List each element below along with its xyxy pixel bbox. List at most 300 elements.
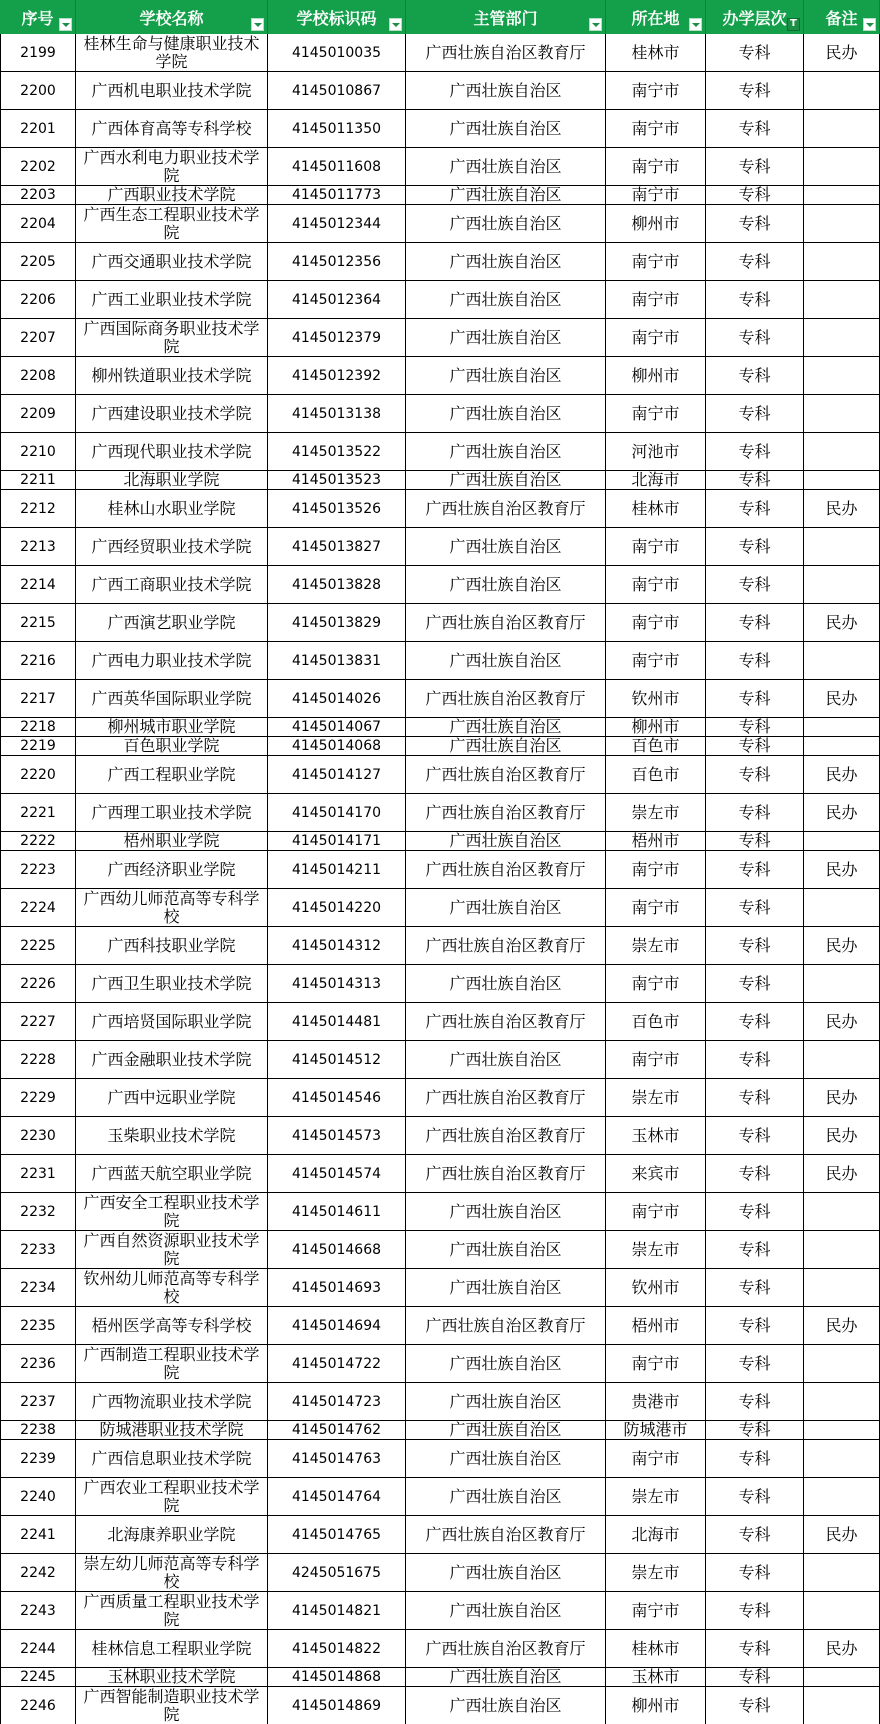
cell-no[interactable]: 2234 <box>0 1269 76 1307</box>
cell-city[interactable]: 柳州市 <box>606 1687 706 1724</box>
cell-city[interactable]: 南宁市 <box>606 186 706 205</box>
cell-dept[interactable]: 广西壮族自治区教育厅 <box>406 794 606 832</box>
cell-dept[interactable]: 广西壮族自治区 <box>406 1440 606 1478</box>
cell-city[interactable]: 桂林市 <box>606 490 706 528</box>
cell-note[interactable] <box>804 1687 880 1724</box>
cell-code[interactable]: 4145014762 <box>268 1421 406 1440</box>
cell-level[interactable]: 专科 <box>706 357 804 395</box>
cell-city[interactable]: 北海市 <box>606 1516 706 1554</box>
cell-level[interactable]: 专科 <box>706 832 804 851</box>
cell-name[interactable]: 广西经贸职业技术学院 <box>76 528 268 566</box>
cell-code[interactable]: 4145014067 <box>268 718 406 737</box>
cell-note[interactable] <box>804 1193 880 1231</box>
cell-name[interactable]: 桂林信息工程职业学院 <box>76 1630 268 1668</box>
cell-code[interactable]: 4145014611 <box>268 1193 406 1231</box>
cell-no[interactable]: 2215 <box>0 604 76 642</box>
cell-no[interactable]: 2230 <box>0 1117 76 1155</box>
cell-name[interactable]: 广西农业工程职业技术学院 <box>76 1478 268 1516</box>
cell-name[interactable]: 广西国际商务职业技术学院 <box>76 319 268 357</box>
cell-dept[interactable]: 广西壮族自治区 <box>406 832 606 851</box>
cell-note[interactable] <box>804 1269 880 1307</box>
cell-note[interactable]: 民办 <box>804 490 880 528</box>
cell-no[interactable]: 2240 <box>0 1478 76 1516</box>
cell-note[interactable] <box>804 1554 880 1592</box>
cell-note[interactable] <box>804 1421 880 1440</box>
cell-note[interactable] <box>804 243 880 281</box>
cell-code[interactable]: 4145013827 <box>268 528 406 566</box>
cell-name[interactable]: 广西金融职业技术学院 <box>76 1041 268 1079</box>
cell-dept[interactable]: 广西壮族自治区 <box>406 1478 606 1516</box>
cell-code[interactable]: 4145014763 <box>268 1440 406 1478</box>
cell-city[interactable]: 柳州市 <box>606 357 706 395</box>
cell-no[interactable]: 2199 <box>0 34 76 72</box>
cell-no[interactable]: 2245 <box>0 1668 76 1687</box>
cell-level[interactable]: 专科 <box>706 1592 804 1630</box>
cell-no[interactable]: 2242 <box>0 1554 76 1592</box>
cell-dept[interactable]: 广西壮族自治区 <box>406 566 606 604</box>
cell-level[interactable]: 专科 <box>706 281 804 319</box>
cell-level[interactable]: 专科 <box>706 1193 804 1231</box>
cell-code[interactable]: 4145012344 <box>268 205 406 243</box>
cell-code[interactable]: 4145012379 <box>268 319 406 357</box>
cell-level[interactable]: 专科 <box>706 965 804 1003</box>
cell-level[interactable]: 专科 <box>706 1003 804 1041</box>
cell-note[interactable]: 民办 <box>804 604 880 642</box>
cell-code[interactable]: 4145014313 <box>268 965 406 1003</box>
cell-city[interactable]: 梧州市 <box>606 832 706 851</box>
column-header-no[interactable] <box>0 0 76 34</box>
cell-no[interactable]: 2228 <box>0 1041 76 1079</box>
cell-code[interactable]: 4145012364 <box>268 281 406 319</box>
cell-note[interactable] <box>804 832 880 851</box>
cell-name[interactable]: 广西职业技术学院 <box>76 186 268 205</box>
cell-name[interactable]: 广西工业职业技术学院 <box>76 281 268 319</box>
cell-dept[interactable]: 广西壮族自治区教育厅 <box>406 1516 606 1554</box>
column-header-dept[interactable] <box>406 0 606 34</box>
cell-no[interactable]: 2239 <box>0 1440 76 1478</box>
cell-code[interactable]: 4145014026 <box>268 680 406 718</box>
cell-note[interactable] <box>804 186 880 205</box>
cell-dept[interactable]: 广西壮族自治区 <box>406 1554 606 1592</box>
cell-city[interactable]: 钦州市 <box>606 680 706 718</box>
cell-note[interactable]: 民办 <box>804 34 880 72</box>
cell-name[interactable]: 广西幼儿师范高等专科学校 <box>76 889 268 927</box>
cell-note[interactable]: 民办 <box>804 1307 880 1345</box>
cell-dept[interactable]: 广西壮族自治区 <box>406 148 606 186</box>
cell-name[interactable]: 广西自然资源职业技术学院 <box>76 1231 268 1269</box>
cell-level[interactable]: 专科 <box>706 889 804 927</box>
cell-name[interactable]: 广西安全工程职业技术学院 <box>76 1193 268 1231</box>
cell-level[interactable]: 专科 <box>706 1079 804 1117</box>
cell-code[interactable]: 4145014764 <box>268 1478 406 1516</box>
cell-dept[interactable]: 广西壮族自治区 <box>406 243 606 281</box>
cell-level[interactable]: 专科 <box>706 1554 804 1592</box>
cell-level[interactable]: 专科 <box>706 319 804 357</box>
cell-note[interactable] <box>804 1231 880 1269</box>
cell-no[interactable]: 2222 <box>0 832 76 851</box>
cell-city[interactable]: 玉林市 <box>606 1668 706 1687</box>
cell-level[interactable]: 专科 <box>706 72 804 110</box>
cell-no[interactable]: 2231 <box>0 1155 76 1193</box>
cell-no[interactable]: 2233 <box>0 1231 76 1269</box>
cell-code[interactable]: 4145013829 <box>268 604 406 642</box>
cell-city[interactable]: 南宁市 <box>606 1440 706 1478</box>
filter-dropdown-icon[interactable] <box>59 18 72 31</box>
cell-no[interactable]: 2207 <box>0 319 76 357</box>
cell-no[interactable]: 2212 <box>0 490 76 528</box>
cell-name[interactable]: 玉柴职业技术学院 <box>76 1117 268 1155</box>
cell-city[interactable]: 南宁市 <box>606 566 706 604</box>
cell-name[interactable]: 广西建设职业技术学院 <box>76 395 268 433</box>
cell-dept[interactable]: 广西壮族自治区教育厅 <box>406 1630 606 1668</box>
cell-code[interactable]: 4145013831 <box>268 642 406 680</box>
cell-code[interactable]: 4145012356 <box>268 243 406 281</box>
cell-dept[interactable]: 广西壮族自治区教育厅 <box>406 851 606 889</box>
cell-name[interactable]: 广西工程职业学院 <box>76 756 268 794</box>
cell-city[interactable]: 南宁市 <box>606 889 706 927</box>
cell-code[interactable]: 4145011608 <box>268 148 406 186</box>
cell-dept[interactable]: 广西壮族自治区 <box>406 718 606 737</box>
cell-name[interactable]: 防城港职业技术学院 <box>76 1421 268 1440</box>
cell-name[interactable]: 广西现代职业技术学院 <box>76 433 268 471</box>
cell-note[interactable] <box>804 281 880 319</box>
cell-name[interactable]: 广西交通职业技术学院 <box>76 243 268 281</box>
cell-level[interactable]: 专科 <box>706 1231 804 1269</box>
cell-no[interactable]: 2208 <box>0 357 76 395</box>
cell-name[interactable]: 广西蓝天航空职业学院 <box>76 1155 268 1193</box>
cell-level[interactable]: 专科 <box>706 528 804 566</box>
cell-code[interactable]: 4145014211 <box>268 851 406 889</box>
cell-city[interactable]: 崇左市 <box>606 794 706 832</box>
cell-no[interactable]: 2200 <box>0 72 76 110</box>
cell-city[interactable]: 南宁市 <box>606 319 706 357</box>
cell-city[interactable]: 南宁市 <box>606 110 706 148</box>
cell-no[interactable]: 2219 <box>0 737 76 756</box>
cell-note[interactable] <box>804 110 880 148</box>
cell-no[interactable]: 2221 <box>0 794 76 832</box>
cell-name[interactable]: 梧州医学高等专科学校 <box>76 1307 268 1345</box>
filter-dropdown-icon[interactable] <box>251 18 264 31</box>
cell-city[interactable]: 南宁市 <box>606 281 706 319</box>
cell-dept[interactable]: 广西壮族自治区 <box>406 889 606 927</box>
cell-code[interactable]: 4145011773 <box>268 186 406 205</box>
cell-level[interactable]: 专科 <box>706 1668 804 1687</box>
cell-no[interactable]: 2201 <box>0 110 76 148</box>
column-header-level[interactable] <box>706 0 804 34</box>
cell-code[interactable]: 4145014512 <box>268 1041 406 1079</box>
cell-no[interactable]: 2223 <box>0 851 76 889</box>
cell-note[interactable] <box>804 1668 880 1687</box>
cell-name[interactable]: 广西经济职业学院 <box>76 851 268 889</box>
cell-dept[interactable]: 广西壮族自治区 <box>406 72 606 110</box>
cell-dept[interactable]: 广西壮族自治区教育厅 <box>406 680 606 718</box>
cell-city[interactable]: 来宾市 <box>606 1155 706 1193</box>
cell-no[interactable]: 2243 <box>0 1592 76 1630</box>
cell-code[interactable]: 4145014573 <box>268 1117 406 1155</box>
cell-level[interactable]: 专科 <box>706 756 804 794</box>
cell-city[interactable]: 贵港市 <box>606 1383 706 1421</box>
cell-note[interactable] <box>804 889 880 927</box>
cell-city[interactable]: 崇左市 <box>606 1079 706 1117</box>
cell-name[interactable]: 广西体育高等专科学校 <box>76 110 268 148</box>
cell-note[interactable] <box>804 642 880 680</box>
cell-no[interactable]: 2224 <box>0 889 76 927</box>
cell-dept[interactable]: 广西壮族自治区 <box>406 1269 606 1307</box>
cell-name[interactable]: 广西水利电力职业技术学院 <box>76 148 268 186</box>
cell-no[interactable]: 2218 <box>0 718 76 737</box>
cell-code[interactable]: 4145014868 <box>268 1668 406 1687</box>
cell-no[interactable]: 2205 <box>0 243 76 281</box>
cell-dept[interactable]: 广西壮族自治区教育厅 <box>406 1079 606 1117</box>
column-header-city[interactable] <box>606 0 706 34</box>
cell-city[interactable]: 梧州市 <box>606 1307 706 1345</box>
cell-note[interactable]: 民办 <box>804 851 880 889</box>
cell-level[interactable]: 专科 <box>706 1440 804 1478</box>
cell-code[interactable]: 4145013522 <box>268 433 406 471</box>
cell-no[interactable]: 2220 <box>0 756 76 794</box>
cell-dept[interactable]: 广西壮族自治区 <box>406 528 606 566</box>
cell-dept[interactable]: 广西壮族自治区 <box>406 1687 606 1724</box>
cell-no[interactable]: 2236 <box>0 1345 76 1383</box>
cell-note[interactable] <box>804 1383 880 1421</box>
cell-city[interactable]: 桂林市 <box>606 34 706 72</box>
cell-city[interactable]: 北海市 <box>606 471 706 490</box>
cell-city[interactable]: 南宁市 <box>606 642 706 680</box>
cell-level[interactable]: 专科 <box>706 1383 804 1421</box>
cell-name[interactable]: 广西制造工程职业技术学院 <box>76 1345 268 1383</box>
cell-note[interactable]: 民办 <box>804 1079 880 1117</box>
cell-code[interactable]: 4145010867 <box>268 72 406 110</box>
cell-city[interactable]: 防城港市 <box>606 1421 706 1440</box>
cell-note[interactable] <box>804 528 880 566</box>
column-header-name[interactable] <box>76 0 268 34</box>
cell-city[interactable]: 南宁市 <box>606 528 706 566</box>
cell-city[interactable]: 南宁市 <box>606 1193 706 1231</box>
cell-no[interactable]: 2210 <box>0 433 76 471</box>
cell-dept[interactable]: 广西壮族自治区 <box>406 737 606 756</box>
cell-level[interactable]: 专科 <box>706 566 804 604</box>
cell-dept[interactable]: 广西壮族自治区教育厅 <box>406 927 606 965</box>
cell-note[interactable]: 民办 <box>804 1630 880 1668</box>
cell-city[interactable]: 柳州市 <box>606 718 706 737</box>
cell-city[interactable]: 百色市 <box>606 1003 706 1041</box>
cell-dept[interactable]: 广西壮族自治区 <box>406 1041 606 1079</box>
cell-city[interactable]: 南宁市 <box>606 395 706 433</box>
cell-note[interactable] <box>804 1478 880 1516</box>
cell-note[interactable]: 民办 <box>804 756 880 794</box>
cell-dept[interactable]: 广西壮族自治区 <box>406 642 606 680</box>
cell-dept[interactable]: 广西壮族自治区 <box>406 186 606 205</box>
cell-note[interactable]: 民办 <box>804 794 880 832</box>
cell-name[interactable]: 广西质量工程职业技术学院 <box>76 1592 268 1630</box>
cell-no[interactable]: 2227 <box>0 1003 76 1041</box>
cell-code[interactable]: 4145013523 <box>268 471 406 490</box>
cell-dept[interactable]: 广西壮族自治区教育厅 <box>406 1003 606 1041</box>
cell-level[interactable]: 专科 <box>706 1421 804 1440</box>
cell-level[interactable]: 专科 <box>706 395 804 433</box>
cell-city[interactable]: 百色市 <box>606 756 706 794</box>
cell-name[interactable]: 梧州职业学院 <box>76 832 268 851</box>
cell-code[interactable]: 4145014546 <box>268 1079 406 1117</box>
cell-city[interactable]: 崇左市 <box>606 927 706 965</box>
cell-no[interactable]: 2203 <box>0 186 76 205</box>
cell-dept[interactable]: 广西壮族自治区 <box>406 1592 606 1630</box>
cell-dept[interactable]: 广西壮族自治区 <box>406 965 606 1003</box>
cell-code[interactable]: 4145014312 <box>268 927 406 965</box>
cell-name[interactable]: 玉林职业技术学院 <box>76 1668 268 1687</box>
cell-city[interactable]: 崇左市 <box>606 1478 706 1516</box>
filter-dropdown-icon[interactable] <box>589 18 602 31</box>
cell-dept[interactable]: 广西壮族自治区 <box>406 205 606 243</box>
cell-no[interactable]: 2229 <box>0 1079 76 1117</box>
cell-name[interactable]: 广西工商职业技术学院 <box>76 566 268 604</box>
cell-dept[interactable]: 广西壮族自治区 <box>406 110 606 148</box>
cell-level[interactable]: 专科 <box>706 1269 804 1307</box>
cell-no[interactable]: 2206 <box>0 281 76 319</box>
cell-dept[interactable]: 广西壮族自治区 <box>406 281 606 319</box>
cell-name[interactable]: 广西培贤国际职业学院 <box>76 1003 268 1041</box>
cell-name[interactable]: 广西科技职业学院 <box>76 927 268 965</box>
cell-note[interactable] <box>804 471 880 490</box>
cell-code[interactable]: 4145014722 <box>268 1345 406 1383</box>
cell-code[interactable]: 4145014068 <box>268 737 406 756</box>
cell-dept[interactable]: 广西壮族自治区教育厅 <box>406 34 606 72</box>
filter-active-icon[interactable] <box>787 18 800 31</box>
cell-code[interactable]: 4145014220 <box>268 889 406 927</box>
cell-dept[interactable]: 广西壮族自治区 <box>406 1345 606 1383</box>
cell-no[interactable]: 2216 <box>0 642 76 680</box>
cell-code[interactable]: 4145013526 <box>268 490 406 528</box>
cell-code[interactable]: 4145014668 <box>268 1231 406 1269</box>
cell-city[interactable]: 百色市 <box>606 737 706 756</box>
cell-name[interactable]: 广西中远职业学院 <box>76 1079 268 1117</box>
cell-level[interactable]: 专科 <box>706 642 804 680</box>
cell-note[interactable]: 民办 <box>804 680 880 718</box>
cell-level[interactable]: 专科 <box>706 433 804 471</box>
cell-note[interactable] <box>804 737 880 756</box>
cell-code[interactable]: 4145014170 <box>268 794 406 832</box>
cell-level[interactable]: 专科 <box>706 471 804 490</box>
cell-note[interactable] <box>804 319 880 357</box>
cell-code[interactable]: 4145010035 <box>268 34 406 72</box>
cell-note[interactable] <box>804 566 880 604</box>
cell-note[interactable]: 民办 <box>804 927 880 965</box>
cell-dept[interactable]: 广西壮族自治区 <box>406 433 606 471</box>
cell-code[interactable]: 4145014869 <box>268 1687 406 1724</box>
cell-city[interactable]: 南宁市 <box>606 1345 706 1383</box>
cell-name[interactable]: 柳州铁道职业技术学院 <box>76 357 268 395</box>
cell-dept[interactable]: 广西壮族自治区 <box>406 1668 606 1687</box>
cell-no[interactable]: 2241 <box>0 1516 76 1554</box>
cell-city[interactable]: 河池市 <box>606 433 706 471</box>
cell-note[interactable] <box>804 72 880 110</box>
cell-city[interactable]: 南宁市 <box>606 965 706 1003</box>
cell-level[interactable]: 专科 <box>706 1478 804 1516</box>
filter-dropdown-icon[interactable] <box>689 18 702 31</box>
cell-code[interactable]: 4145014765 <box>268 1516 406 1554</box>
cell-dept[interactable]: 广西壮族自治区 <box>406 319 606 357</box>
cell-name[interactable]: 广西智能制造职业技术学院 <box>76 1687 268 1724</box>
cell-code[interactable]: 4145014574 <box>268 1155 406 1193</box>
cell-level[interactable]: 专科 <box>706 604 804 642</box>
cell-no[interactable]: 2232 <box>0 1193 76 1231</box>
cell-city[interactable]: 南宁市 <box>606 1592 706 1630</box>
cell-code[interactable]: 4145014821 <box>268 1592 406 1630</box>
cell-dept[interactable]: 广西壮族自治区教育厅 <box>406 604 606 642</box>
cell-code[interactable]: 4145014723 <box>268 1383 406 1421</box>
cell-city[interactable]: 柳州市 <box>606 205 706 243</box>
cell-city[interactable]: 南宁市 <box>606 243 706 281</box>
cell-no[interactable]: 2202 <box>0 148 76 186</box>
cell-code[interactable]: 4145014694 <box>268 1307 406 1345</box>
cell-level[interactable]: 专科 <box>706 927 804 965</box>
cell-no[interactable]: 2204 <box>0 205 76 243</box>
cell-level[interactable]: 专科 <box>706 490 804 528</box>
cell-note[interactable] <box>804 1041 880 1079</box>
cell-name[interactable]: 广西演艺职业学院 <box>76 604 268 642</box>
cell-note[interactable] <box>804 1345 880 1383</box>
cell-dept[interactable]: 广西壮族自治区 <box>406 357 606 395</box>
cell-name[interactable]: 广西卫生职业技术学院 <box>76 965 268 1003</box>
cell-note[interactable] <box>804 395 880 433</box>
cell-dept[interactable]: 广西壮族自治区 <box>406 471 606 490</box>
cell-level[interactable]: 专科 <box>706 737 804 756</box>
cell-level[interactable]: 专科 <box>706 680 804 718</box>
cell-note[interactable] <box>804 357 880 395</box>
cell-code[interactable]: 4145014127 <box>268 756 406 794</box>
cell-name[interactable]: 钦州幼儿师范高等专科学校 <box>76 1269 268 1307</box>
cell-name[interactable]: 桂林生命与健康职业技术学院 <box>76 34 268 72</box>
cell-note[interactable]: 民办 <box>804 1003 880 1041</box>
cell-level[interactable]: 专科 <box>706 148 804 186</box>
column-header-code[interactable] <box>268 0 406 34</box>
cell-no[interactable]: 2246 <box>0 1687 76 1724</box>
cell-level[interactable]: 专科 <box>706 1687 804 1724</box>
cell-level[interactable]: 专科 <box>706 1117 804 1155</box>
cell-name[interactable]: 广西理工职业技术学院 <box>76 794 268 832</box>
cell-city[interactable]: 钦州市 <box>606 1269 706 1307</box>
cell-dept[interactable]: 广西壮族自治区教育厅 <box>406 1155 606 1193</box>
cell-note[interactable] <box>804 433 880 471</box>
cell-dept[interactable]: 广西壮族自治区 <box>406 1383 606 1421</box>
cell-city[interactable]: 南宁市 <box>606 604 706 642</box>
cell-city[interactable]: 玉林市 <box>606 1117 706 1155</box>
cell-code[interactable]: 4145013828 <box>268 566 406 604</box>
cell-city[interactable]: 崇左市 <box>606 1554 706 1592</box>
cell-dept[interactable]: 广西壮族自治区 <box>406 1421 606 1440</box>
filter-dropdown-icon[interactable] <box>389 18 402 31</box>
cell-level[interactable]: 专科 <box>706 1041 804 1079</box>
cell-dept[interactable]: 广西壮族自治区 <box>406 1231 606 1269</box>
filter-dropdown-icon[interactable] <box>863 18 876 31</box>
cell-level[interactable]: 专科 <box>706 186 804 205</box>
cell-no[interactable]: 2237 <box>0 1383 76 1421</box>
cell-note[interactable]: 民办 <box>804 1516 880 1554</box>
cell-note[interactable] <box>804 148 880 186</box>
cell-level[interactable]: 专科 <box>706 34 804 72</box>
cell-code[interactable]: 4145013138 <box>268 395 406 433</box>
cell-city[interactable]: 桂林市 <box>606 1630 706 1668</box>
cell-level[interactable]: 专科 <box>706 1307 804 1345</box>
cell-level[interactable]: 专科 <box>706 110 804 148</box>
cell-name[interactable]: 广西生态工程职业技术学院 <box>76 205 268 243</box>
cell-name[interactable]: 广西电力职业技术学院 <box>76 642 268 680</box>
cell-city[interactable]: 南宁市 <box>606 72 706 110</box>
cell-note[interactable] <box>804 205 880 243</box>
cell-code[interactable]: 4145014171 <box>268 832 406 851</box>
cell-city[interactable]: 南宁市 <box>606 1041 706 1079</box>
cell-no[interactable]: 2235 <box>0 1307 76 1345</box>
